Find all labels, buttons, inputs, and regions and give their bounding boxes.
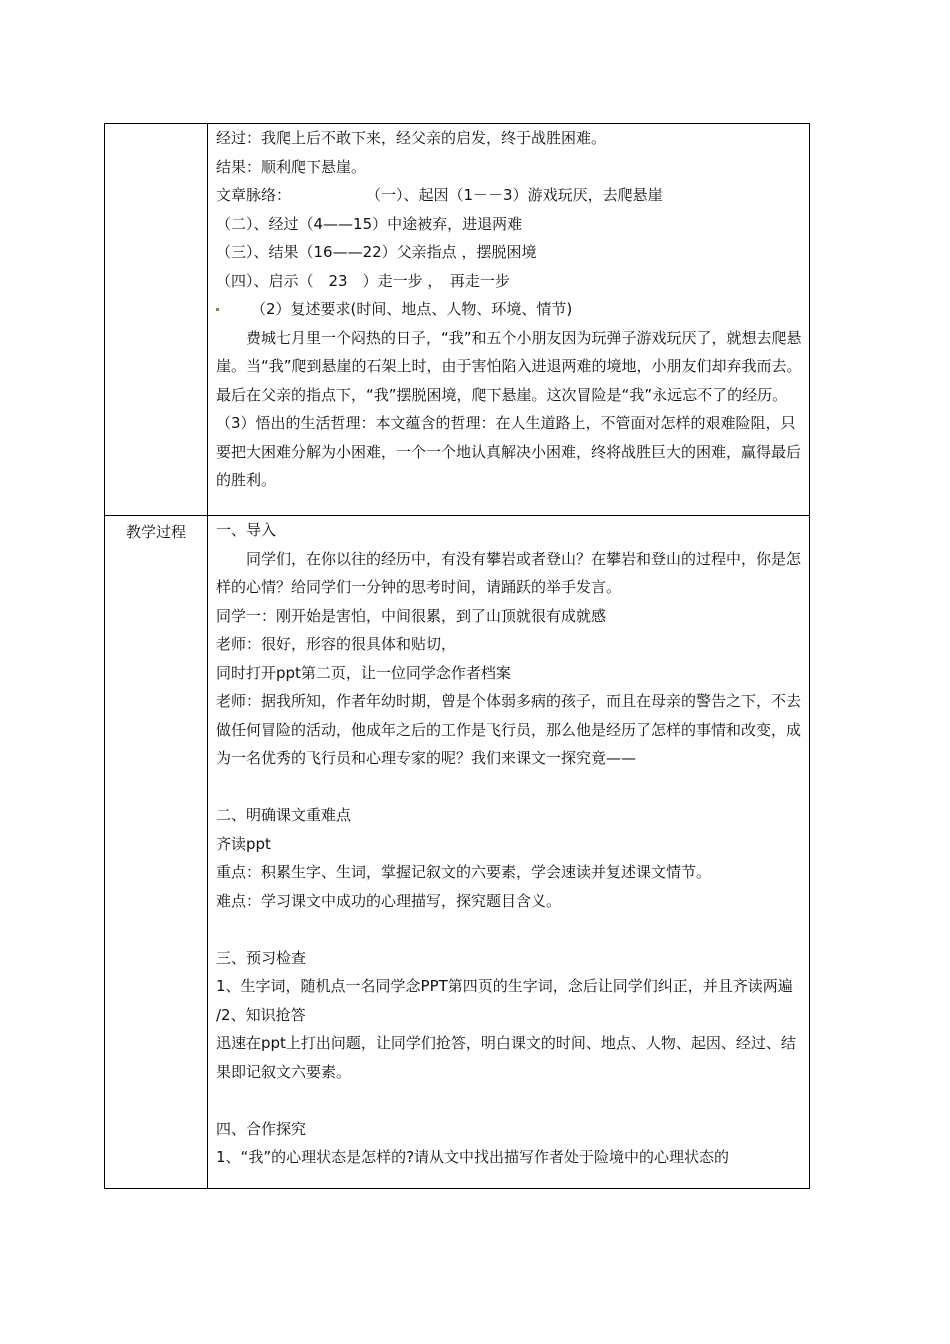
blank-line bbox=[216, 773, 809, 802]
jieguo-line: 结果：顺利爬下悬崖。 bbox=[216, 157, 367, 176]
section-2-key-points: 重点：积累生字、生词，掌握记叙文的六要素，学会速读并复述课文情节。 bbox=[216, 863, 712, 881]
row-label-empty bbox=[105, 124, 208, 516]
row-label-teaching-process: 教学过程 bbox=[125, 523, 186, 541]
table-row-process bbox=[105, 516, 810, 1189]
retell-heading bbox=[216, 295, 809, 324]
outline-item-2: （二）、经过（4——15）中途被弃，进退两难 bbox=[216, 214, 523, 233]
section-4-title: 四、合作探究 bbox=[216, 1119, 307, 1138]
section-2-difficulties: 难点：学习课文中成功的心理描写，探究题目含义。 bbox=[216, 891, 562, 910]
blank-line bbox=[216, 915, 809, 944]
section-2-read: 齐读ppt bbox=[216, 834, 271, 853]
section-1-teacher-reply: 老师：很好，形容的很具体和贴切， bbox=[216, 635, 457, 653]
section-1-teacher-intro: 老师：据我所知，作者年幼时期，曾是个体弱多病的孩子，而且在母亲的警告之下，不去做任何冒险的活动，他成年之后的工作是飞行员，那么他是经历了怎样的事情和改变，成为一名优秀的飞行员和心理专家的呢？我们来课文一探究竟—— bbox=[216, 692, 802, 767]
blank-line bbox=[216, 1086, 809, 1115]
section-3-item-2-text: 迅速在ppt上打出问题，让同学们抢答，明白课文的时间、地点、人物、起因、经过、结果即记叙文六要素。 bbox=[216, 1034, 796, 1081]
outline-label: 文章脉络： bbox=[216, 186, 292, 204]
analysis-content bbox=[208, 124, 810, 516]
process-content bbox=[208, 516, 810, 1189]
table-row-analysis bbox=[105, 124, 810, 516]
outline-line-1 bbox=[216, 181, 809, 210]
outline-item-3: （三）、结果（16——22）父亲指点 ，摆脱困境 bbox=[216, 243, 537, 261]
outline-item-1: （一）、起因（1－－3）游戏玩厌，去爬悬崖 bbox=[366, 186, 663, 204]
section-3-item-2: /2、知识抢答 bbox=[216, 1005, 306, 1024]
bullet-dot bbox=[216, 308, 219, 311]
section-1-paragraph-1: 同学们，在你以往的经历中，有没有攀岩或者登山？在攀岩和登山的过程中，你是怎样的心情？给同学们一分钟的思考时间，请踊跃的举手发言。 bbox=[216, 549, 802, 596]
section-3-title: 三、预习检查 bbox=[216, 948, 307, 967]
section-1-title: 一、导入 bbox=[216, 521, 277, 539]
retell-paragraph: 费城七月里一个闷热的日子，“我”和五个小朋友因为玩弹子游戏玩厌了，就想去爬悬崖。当“我”爬到悬崖的石架上时，由于害怕陷入进退两难的境地，小朋友们却弃我而去。最后在父亲的指点下，“我”摆脱困境，爬下悬崖。这次冒险是“我”永远忘不了的经历。 bbox=[216, 328, 802, 404]
section-1-ppt-note: 同时打开ppt第二页，让一位同学念作者档案 bbox=[216, 663, 511, 682]
jingguo-line: 经过：我爬上后不敢下来，经父亲的启发，终于战胜困难。 bbox=[216, 129, 607, 147]
section-2-title: 二、明确课文重难点 bbox=[216, 806, 352, 824]
section-3-item-1: 1、生字词，随机点一名同学念PPT第四页的生字词，念后让同学们纠正，并且齐读两遍 bbox=[216, 977, 793, 995]
retell-heading-text: （2）复述要求(时间、地点、人物、环境、情节) bbox=[251, 300, 573, 318]
lesson-plan-table bbox=[104, 123, 810, 1189]
section-4-question-1: 1、“我”的心理状态是怎样的?请从文中找出描写作者处于险境中的心理状态的 bbox=[216, 1148, 730, 1166]
outline-item-4: （四）、启示（ 23 ）走一步 ， 再走一步 bbox=[216, 271, 510, 290]
section-1-student-answer: 同学一：刚开始是害怕，中间很累，到了山顶就很有成就感 bbox=[216, 606, 607, 625]
philosophy-paragraph: （3）悟出的生活哲理：本文蕴含的哲理：在人生道路上，不管面对怎样的艰难险阻，只要把大困难分解为小困难，一个一个地认真解决小困难，终将战胜巨大的困难，赢得最后的胜利。 bbox=[216, 414, 802, 489]
row-label-cell bbox=[105, 516, 208, 1189]
